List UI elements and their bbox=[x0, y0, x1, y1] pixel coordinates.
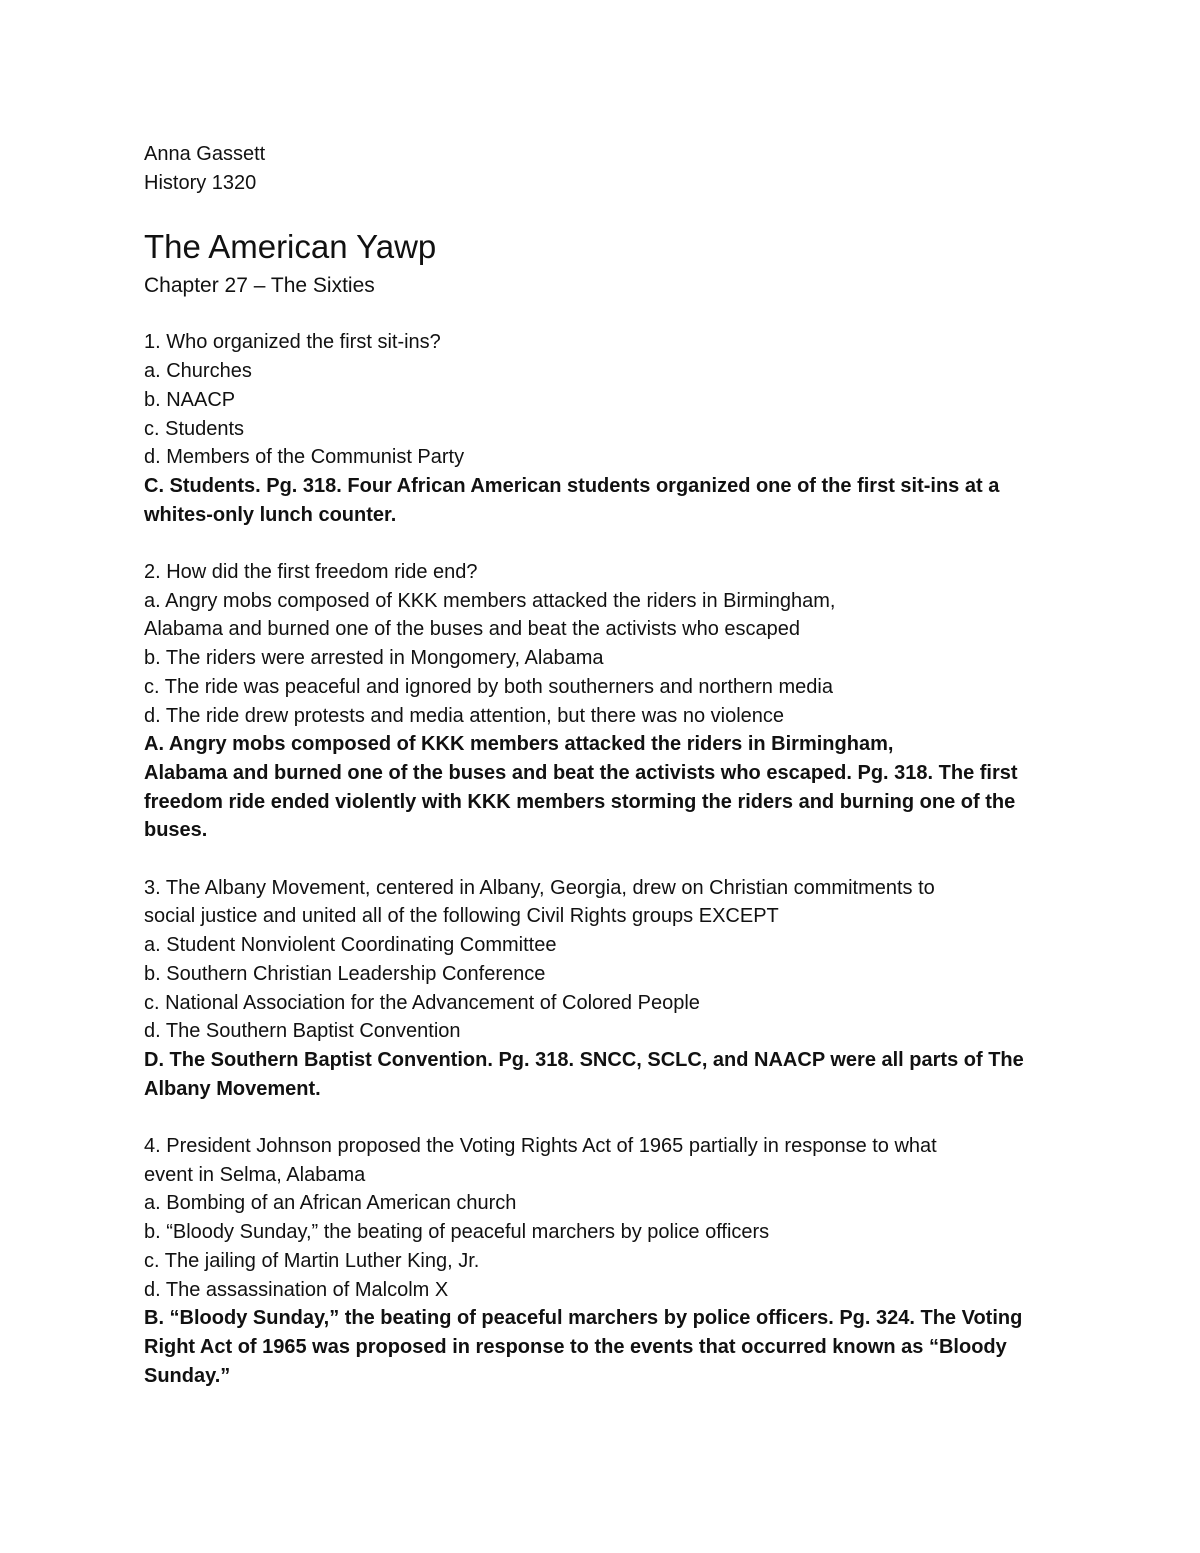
option-a: a. Bombing of an African American church bbox=[144, 1192, 517, 1215]
option-b: b. The riders were arrested in Mongomery, Alabama bbox=[144, 647, 604, 670]
answer-line: buses. bbox=[144, 819, 208, 842]
option-d: d. The assassination of Malcolm X bbox=[144, 1278, 449, 1301]
option-c: c. Students bbox=[144, 417, 245, 440]
option-a: a. Churches bbox=[144, 360, 252, 383]
option-a-continued: Alabama and burned one of the buses and beat the activists who escaped bbox=[144, 618, 801, 641]
question-text: 3. The Albany Movement, centered in Albany, Georgia, drew on Christian commitments to bbox=[144, 876, 935, 899]
question-text-continued: event in Selma, Alabama bbox=[144, 1163, 366, 1186]
option-d: d. Members of the Communist Party bbox=[144, 446, 465, 469]
answer-line: D. The Southern Baptist Convention. Pg. 318. SNCC, SCLC, and NAACP were all parts of The bbox=[144, 1048, 1024, 1071]
question-block-1 bbox=[144, 328, 1056, 529]
option-d: d. The ride drew protests and media attention, but there was no violence bbox=[144, 704, 785, 727]
course-name: History 1320 bbox=[144, 171, 257, 194]
question-block-2 bbox=[144, 558, 1056, 845]
question-text: 4. President Johnson proposed the Voting Rights Act of 1965 partially in response to what bbox=[144, 1135, 937, 1158]
option-b: b. NAACP bbox=[144, 388, 236, 411]
option-c: c. National Association for the Advancement of Colored People bbox=[144, 991, 700, 1014]
option-b: b. Southern Christian Leadership Conference bbox=[144, 962, 546, 985]
option-a: a. Angry mobs composed of KKK members attacked the riders in Birmingham, bbox=[144, 589, 836, 612]
answer-line: freedom ride ended violently with KKK members storming the riders and burning one of the bbox=[144, 790, 1016, 813]
answer-line: whites-only lunch counter. bbox=[144, 503, 397, 526]
question-text: 2. How did the first freedom ride end? bbox=[144, 561, 478, 584]
question-block-4 bbox=[144, 1132, 1056, 1390]
question-text-continued: social justice and united all of the following Civil Rights groups EXCEPT bbox=[144, 905, 779, 928]
document-page bbox=[144, 140, 1056, 1419]
answer-line: Sunday.” bbox=[144, 1364, 231, 1387]
option-c: c. The jailing of Martin Luther King, Jr. bbox=[144, 1249, 480, 1272]
option-a: a. Student Nonviolent Coordinating Committee bbox=[144, 934, 557, 957]
answer-line: A. Angry mobs composed of KKK members attacked the riders in Birmingham, bbox=[144, 733, 894, 756]
answer-line: Albany Movement. bbox=[144, 1077, 321, 1100]
answer-line: Right Act of 1965 was proposed in response to the events that occurred known as “Bloody bbox=[144, 1335, 1007, 1358]
option-b: b. “Bloody Sunday,” the beating of peaceful marchers by police officers bbox=[144, 1221, 770, 1244]
author-name: Anna Gassett bbox=[144, 143, 266, 165]
chapter-subtitle: Chapter 27 – The Sixties bbox=[144, 274, 375, 298]
question-text: 1. Who organized the first sit-ins? bbox=[144, 331, 441, 354]
answer-line: Alabama and burned one of the buses and beat the activists who escaped. Pg. 318. The first bbox=[144, 761, 1018, 784]
option-c: c. The ride was peaceful and ignored by both southerners and northern media bbox=[144, 675, 833, 698]
question-block-3 bbox=[144, 874, 1056, 1104]
document-title: The American Yawp bbox=[144, 228, 437, 266]
answer-line: C. Students. Pg. 318. Four African American students organized one of the first sit-ins at a bbox=[144, 474, 1000, 497]
option-d: d. The Southern Baptist Convention bbox=[144, 1020, 461, 1043]
answer-line: B. “Bloody Sunday,” the beating of peaceful marchers by police officers. Pg. 324. The Voting bbox=[144, 1307, 1023, 1330]
